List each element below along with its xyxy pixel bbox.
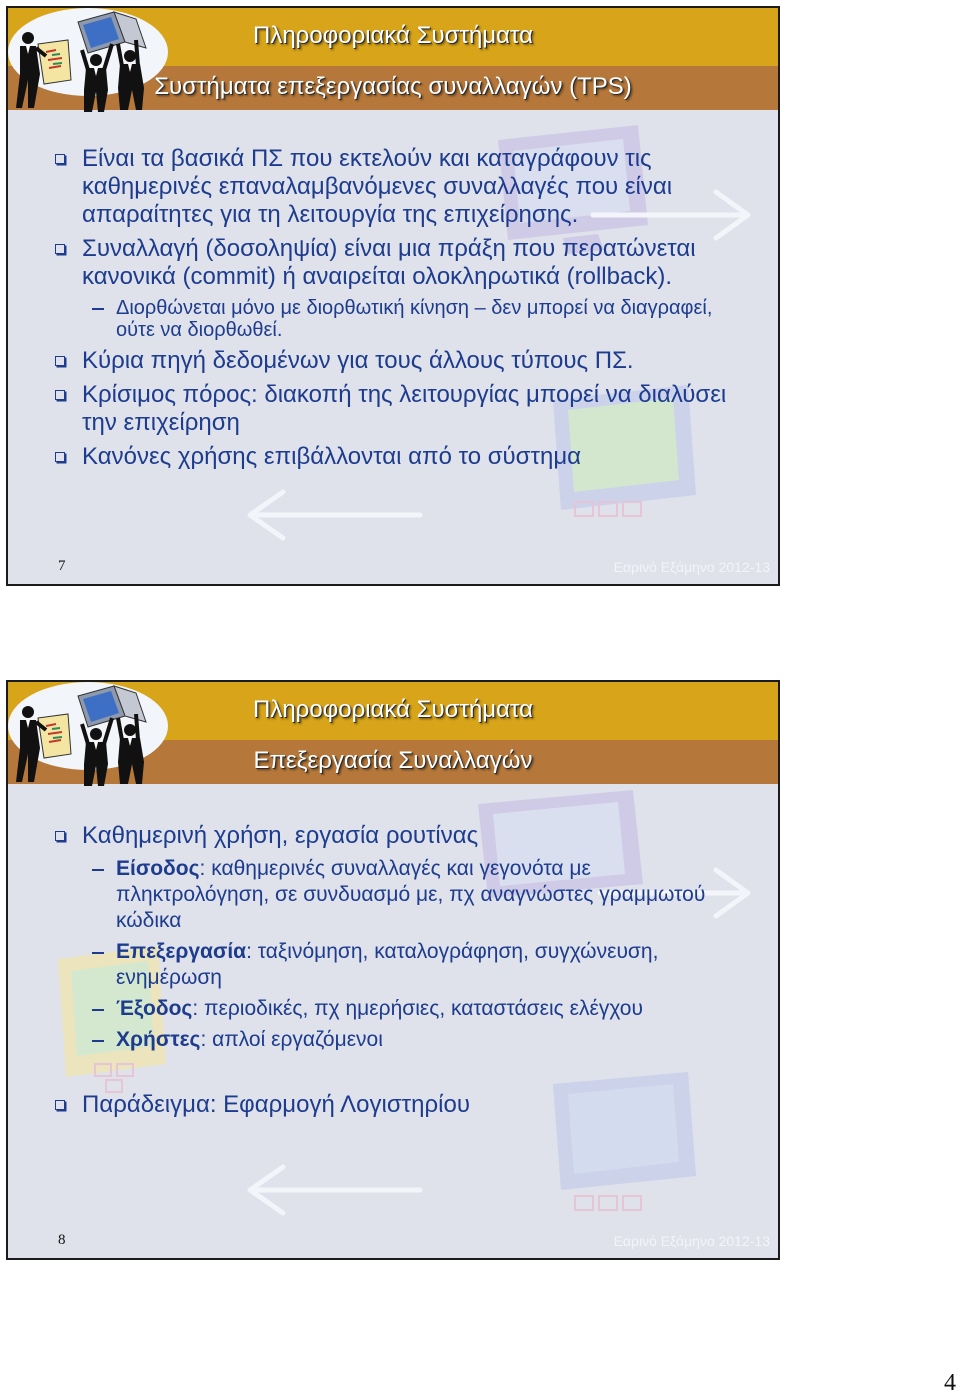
bullet-item [8,347,732,375]
sub-bullet-text: : καθημερινές συναλλαγές και γεγονότα με πληκτρολόγηση, σε συνδυασμό με, πχ αναγνώστες γραμμωτού κώδικα [116,857,706,932]
business-team-carrying-computer-clipart [8,682,168,786]
key-square [623,1196,641,1210]
business-team-carrying-computer-clipart [8,8,168,112]
sub-bullet-list [82,856,732,1053]
key-square [599,1196,617,1210]
person-suit [118,738,144,784]
square-bullet-icon [55,831,65,841]
dash-bullet-icon [92,1009,104,1011]
dash-bullet-icon [92,1040,104,1042]
slide-number: 7 [58,558,66,574]
bullet-item [8,235,732,341]
keyboard-watermark-icon [575,1196,641,1210]
person-head [22,706,34,718]
slide-body [8,110,778,584]
sub-bullet-text: : ταξινόμηση, καταλογράφηση, συγχώνευση, ενημέρωση [116,940,659,989]
sub-bullet-term: Χρήστες [116,1028,201,1051]
arrow-left-watermark-icon [250,1167,420,1213]
slide-title: Πληροφοριακά Συστήματα [252,696,534,723]
bullet-text: Καθημερινή χρήση, εργασία ρουτίνας [82,822,479,849]
sub-bullet-item [82,856,732,934]
arrow-left-watermark-icon [250,492,420,538]
slide-footer: Εαρινό Εξάμηνο 2012-13 [613,559,770,575]
person-head [124,50,136,62]
slide-title: Πληροφοριακά Συστήματα [252,22,534,49]
person-head [22,32,34,44]
bullet-text: Κανόνες χρήσης επιβάλλονται από το σύστημα [82,443,582,470]
bullet-text: Κρίσιμος πόρος: διακοπή της λειτουργίας μπορεί να διαλύσει την επιχείρηση [82,381,727,436]
dash-bullet-icon [92,952,104,954]
basket-body [38,40,71,84]
slide-number: 8 [58,1232,66,1248]
sub-bullet-text: Διορθώνεται μόνο με διορθωτική κίνηση – δεν μπορεί να διαγραφεί, ούτε να διορθωθεί. [116,297,713,341]
square-bullet-icon [55,244,65,254]
square-bullet-icon [55,452,65,462]
bullet-item [8,822,732,1053]
bullet-item [8,381,732,437]
sub-bullet-item [82,939,732,991]
bullet-item [8,443,732,471]
sub-bullet-text: : περιοδικές, πχ ημερήσιες, καταστάσεις ελέγχου [192,997,643,1020]
square-bullet-icon [55,356,65,366]
bullet-text: Κύρια πηγή δεδομένων για τους άλλους τύπους ΠΣ. [82,347,634,374]
sub-bullet-item [82,996,732,1022]
slide-7 [6,6,780,586]
sub-bullet-item [82,297,732,341]
bullet-item [8,1091,732,1119]
square-bullet-icon [55,1100,65,1110]
bullet-text: Είναι τα βασικά ΠΣ που εκτελούν και καταγράφουν τις καθημερινές επαναλαμβανόμενες συναλλαγές που είναι απαραίτητες για τη λειτουργία της επιχείρησης. [82,145,673,228]
square-bullet-icon [55,154,65,164]
sub-bullet-text: : απλοί εργαζόμενοι [200,1028,383,1051]
person-suit [118,64,144,110]
slide-body [8,784,778,1258]
bullet-list [8,784,732,1119]
bullet-list [8,110,732,471]
page-number: 4 [944,1370,956,1396]
person-head [124,724,136,736]
key-square [623,502,641,516]
bullet-item [8,145,732,229]
person-head [90,728,102,740]
basket-body [38,714,71,758]
waste-basket-icon [38,40,71,84]
square-bullet-icon [55,390,65,400]
slide-subtitle: Επεξεργασία Συναλλαγών [253,747,533,774]
key-square [575,1196,593,1210]
dash-bullet-icon [92,308,104,310]
sub-bullet-term: Είσοδος [116,857,200,880]
bullet-text: Συναλλαγή (δοσοληψία) είναι μια πράξη που περατώνεται κανονικά (commit) ή αναιρείται ολοκληρωτικά (rollback). [82,235,696,290]
sub-bullet-term: Έξοδος [116,997,193,1020]
sub-bullet-list [82,297,732,341]
sub-bullet-term: Επεξεργασία [116,940,247,963]
waste-basket-icon [38,714,71,758]
slide-subtitle: Συστήματα επεξεργασίας συναλλαγών (TPS) [154,73,632,100]
sub-bullet-item [82,1027,732,1053]
dash-bullet-icon [92,869,104,871]
slide-footer: Εαρινό Εξάμηνο 2012-13 [613,1233,770,1249]
person-head [90,54,102,66]
bullet-text: Παράδειγμα: Εφαρμογή Λογιστηρίου [82,1091,470,1118]
slide-8 [6,680,780,1260]
